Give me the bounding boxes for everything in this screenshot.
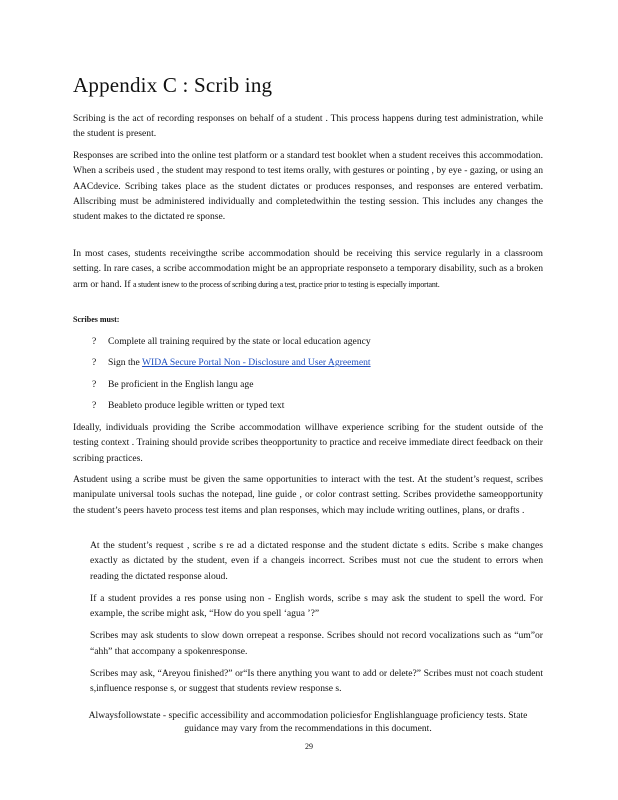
list-item xyxy=(73,666,543,697)
most-cases-condensed-text: a student isnew to the process of scribing during a test, practice prior to testing is especially important. xyxy=(132,279,440,289)
list-item xyxy=(73,591,543,622)
footer-note: Alwaysfollowstate - specific accessibility and accommodation policiesfor Englishlanguage proficiency tests. State guidance may vary from the recommendations in this document. xyxy=(88,710,528,734)
list-marker: ? xyxy=(92,357,97,369)
list-item-text: Beableto produce legible written or typed text xyxy=(108,399,285,411)
most-cases-paragraph xyxy=(73,246,543,292)
list-item-text xyxy=(108,355,371,376)
list-marker: ? xyxy=(92,378,97,390)
list-item xyxy=(92,398,371,419)
sign-the-text: Sign the xyxy=(108,357,142,369)
page-number: 29 xyxy=(305,742,313,751)
list-item xyxy=(92,377,371,398)
list-item xyxy=(92,334,371,355)
list-item xyxy=(73,628,543,659)
scribes-must-heading: Scribes must: xyxy=(73,315,120,324)
bullet-glyph xyxy=(73,628,90,659)
list-item-text: Scribes may ask, “Areyou finished?” or“Is there anything you want to add or delete?” Scribes must not coach student s,influence response s, or suggest that students review response s. xyxy=(90,668,543,695)
list-marker: ? xyxy=(92,336,97,347)
responses-paragraph: Responses are scribed into the online test platform or a standard test booklet when a student receives this accommodation. When a scribeis used , the student may respond to test items orally, with gestures or pointing , by eye - gazing, or using an AACdevice. Scribing takes place as the student dictates or produces responses, and responses are entered verbatim. Allscribing must be administered individually and completedwithin the testing session. This includes any changes the student makes to the dictated re sponse. xyxy=(73,150,543,223)
list-item-text: If a student provides a res ponse using non - English words, scribe s may ask the student to spell the word. For example, the scribe might ask, “How do you spell ‘agua ’?” xyxy=(90,592,543,620)
bullet-glyph xyxy=(73,538,90,584)
bullet-glyph xyxy=(73,666,90,697)
list-marker: ? xyxy=(92,399,97,411)
list-item-text: At the student’s request , scribe s re ad a dictated response and the student dictate s edits. Scribe s make changes exactly as dictated by the student, even if a changeis incorrect. Scribes must not cue the student to errors when reading the dictated response aloud. xyxy=(90,540,543,582)
intro-paragraph: Scribing is the act of recording responses on behalf of a student . This process happens during test administration, while the student is present. xyxy=(73,113,543,140)
student-using-scribe-paragraph: Astudent using a scribe must be given the same opportunities to interact with the test. At the student’s request, scribes manipulate universal tools suchas the notepad, line guide , or color contrast setting. Scribes providethe sameopportunity the student’s peers haveto process test items and plan responses, which may include writing outlines, plans, or drafts . xyxy=(73,474,543,516)
list-item xyxy=(92,355,371,376)
scribes-must-list xyxy=(92,334,371,419)
page-title: Appendix C : Scrib ing xyxy=(73,73,273,97)
list-item-text: Scribes may ask students to slow down orrepeat a response. Scribes should not record vocalizations such as “um”or “ahh” that accompany a spokenresponse. xyxy=(90,630,543,657)
bullet-glyph xyxy=(73,591,90,622)
list-item xyxy=(73,538,543,584)
scribe-rules-list xyxy=(73,538,543,704)
list-item-text: Be proficient in the English langu age xyxy=(108,378,254,390)
most-cases-text: In most cases, students receivingthe scribe accommodation should be receiving this service regularly in a classroom setting. In rare cases, a scribe accommodation might be an appropriate responseto a temporary disability, such as a broken arm or hand. If xyxy=(73,248,543,290)
ideally-paragraph: Ideally, individuals providing the Scribe accommodation willhave experience scribing for the student outside of the testing context . Training should provide scribes theopportunity to practice and receive immediate direct feedback on their scribing practices. xyxy=(73,422,543,464)
wida-agreement-link[interactable]: WIDA Secure Portal Non - Disclosure and User Agreement xyxy=(141,357,371,369)
list-item-text: Complete all training required by the state or local education agency xyxy=(108,336,371,347)
